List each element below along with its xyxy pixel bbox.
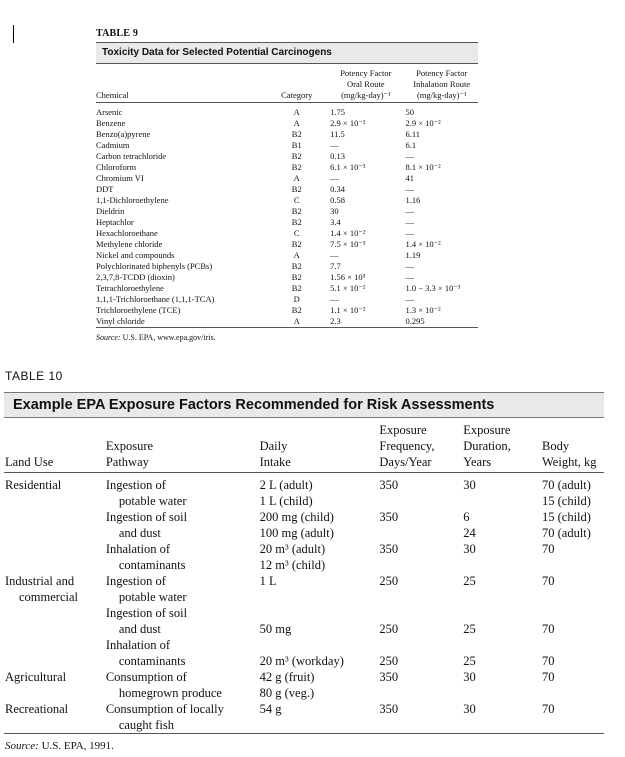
table-10-title: Example EPA Exposure Factors Recommended for Risk Assessments	[4, 392, 604, 418]
category-cell: A	[293, 118, 300, 128]
header-exposure-pathway	[106, 418, 260, 473]
category-cell: B1	[291, 140, 302, 150]
header-line: Intake	[259, 455, 291, 469]
cell-line: 350	[379, 510, 399, 524]
inhalation-potency-cell: 1.0 − 3.3 × 10⁻³	[405, 283, 461, 293]
table-row	[96, 250, 478, 261]
inhalation-potency-cell: 50	[405, 107, 414, 117]
table-row	[96, 151, 478, 162]
header-line: Body	[542, 439, 570, 453]
cell-line: and dust	[118, 526, 161, 540]
frequency-cell	[379, 605, 463, 637]
category-cell: A	[293, 173, 300, 183]
table-10-source	[5, 740, 114, 752]
weight-cell	[542, 541, 604, 573]
inhalation-potency-cell: —	[405, 228, 414, 238]
intake-cell	[260, 509, 380, 541]
land-use-cell	[4, 541, 106, 573]
oral-potency-cell: 1.56 × 10⁵	[330, 272, 366, 282]
oral-potency-cell: 1.75	[330, 107, 346, 117]
chemical-cell: Polychlorinated biphenyls (PCBs)	[96, 261, 213, 271]
table-row	[96, 239, 478, 250]
cell-line: contaminants	[118, 654, 186, 668]
header-exposure-duration	[463, 418, 542, 473]
cell-line: potable water	[118, 590, 187, 604]
cell-line: 25	[463, 622, 476, 636]
cell-line: Ingestion of soil	[105, 510, 188, 524]
cell-line: 80 g (veg.)	[259, 686, 315, 700]
intake-cell	[260, 541, 380, 573]
table-row	[96, 283, 478, 294]
header-land-use	[4, 418, 106, 473]
table-9-grid	[96, 64, 478, 328]
cell-line: Consumption of	[105, 670, 187, 684]
land-use-cell	[4, 605, 106, 637]
weight-cell	[542, 573, 604, 605]
inhalation-potency-cell: 1.4 × 10⁻²	[405, 239, 441, 249]
cell-line: Recreational	[5, 702, 69, 716]
frequency-cell	[379, 669, 463, 701]
header-oral-line: Oral Route	[347, 79, 385, 89]
pathway-cell	[106, 605, 260, 637]
cell-line: 70	[542, 542, 555, 556]
table-10-grid	[4, 418, 604, 734]
land-use-cell	[4, 669, 106, 701]
oral-potency-cell: —	[330, 294, 339, 304]
header-body-weight	[542, 418, 604, 473]
pathway-cell	[106, 637, 260, 669]
cell-line: 70	[542, 574, 555, 588]
source-text: U.S. EPA, 1991.	[38, 740, 114, 752]
weight-cell	[542, 509, 604, 541]
frequency-cell	[379, 573, 463, 605]
cell-line	[260, 605, 380, 621]
cell-line: Inhalation of	[105, 638, 171, 652]
table-row	[4, 637, 604, 669]
cell-line: Industrial and	[5, 574, 75, 588]
cell-line: Agricultural	[5, 670, 67, 684]
table-row	[4, 701, 604, 734]
oral-potency-cell: 7.5 × 10⁻³	[330, 239, 366, 249]
oral-potency-cell: —	[330, 250, 339, 260]
cell-line: 24	[463, 526, 476, 540]
category-cell: D	[293, 294, 300, 304]
cell-line	[260, 637, 380, 653]
header-daily-intake	[260, 418, 380, 473]
intake-cell	[260, 669, 380, 701]
table-9-source	[96, 333, 478, 342]
inhalation-potency-cell: 1.3 × 10⁻²	[405, 305, 441, 315]
table-row	[4, 509, 604, 541]
cell-line: 70 (adult)	[542, 478, 591, 492]
table-row	[96, 272, 478, 283]
table-10-label: TABLE 10	[5, 369, 63, 383]
cell-line: 200 mg (child)	[259, 510, 334, 524]
table-9	[96, 28, 478, 342]
oral-potency-cell: 5.1 × 10⁻²	[330, 283, 366, 293]
chemical-cell: Benzo(a)pyrene	[96, 129, 151, 139]
cell-line: 350	[379, 478, 399, 492]
intake-cell	[260, 573, 380, 605]
cell-line: 100 mg (adult)	[259, 526, 334, 540]
header-line: Duration,	[463, 439, 511, 453]
category-cell: B2	[291, 261, 302, 271]
weight-cell	[542, 605, 604, 637]
category-cell: B2	[291, 162, 302, 172]
oral-potency-cell: 7.7	[330, 261, 341, 271]
header-oral-line: (mg/kg-day)⁻¹	[341, 90, 391, 100]
header-line: Exposure	[463, 423, 511, 437]
table-row	[96, 305, 478, 316]
cell-line: Ingestion of	[105, 574, 166, 588]
cell-line: 350	[379, 670, 399, 684]
oral-potency-cell: 3.4	[330, 217, 341, 227]
cell-line: 70 (adult)	[542, 526, 591, 540]
pathway-cell	[106, 473, 260, 510]
cell-line: 70	[542, 654, 555, 668]
table-row	[96, 162, 478, 173]
cell-line: 30	[463, 670, 476, 684]
table-row	[96, 129, 478, 140]
table-row	[4, 573, 604, 605]
oral-potency-cell: 0.58	[330, 195, 346, 205]
table-row	[4, 669, 604, 701]
cell-line: and dust	[118, 622, 161, 636]
chemical-cell: Benzene	[96, 118, 126, 128]
chemical-cell: Hexachloroethane	[96, 228, 158, 238]
cell-line: homegrown produce	[118, 686, 222, 700]
header-exposure-frequency	[379, 418, 463, 473]
cell-line: 250	[379, 574, 399, 588]
cell-line	[542, 605, 604, 621]
source-text: U.S. EPA, www.epa.gov/iris.	[120, 333, 216, 342]
oral-potency-cell: 0.13	[330, 151, 346, 161]
text-cursor-marker	[13, 25, 14, 43]
weight-cell	[542, 637, 604, 669]
cell-line	[379, 605, 463, 621]
chemical-cell: Dieldrin	[96, 206, 125, 216]
cell-line: 250	[379, 622, 399, 636]
cell-line: 25	[463, 654, 476, 668]
cell-line: 15 (child)	[542, 494, 591, 508]
cell-line: 250	[379, 654, 399, 668]
chemical-cell: Trichloroethylene (TCE)	[96, 305, 181, 315]
table-row	[96, 316, 478, 328]
cell-line: 70	[542, 670, 555, 684]
cell-line: 30	[463, 542, 476, 556]
header-chemical: Chemical	[96, 90, 129, 100]
oral-potency-cell: 30	[330, 206, 339, 216]
header-oral-potency	[329, 64, 401, 103]
pathway-cell	[106, 573, 260, 605]
chemical-cell: Chromium VI	[96, 173, 144, 183]
inhalation-potency-cell: 8.1 × 10⁻²	[405, 162, 441, 172]
table-row	[4, 605, 604, 637]
table-9-label: TABLE 9	[96, 28, 139, 39]
inhalation-potency-cell: —	[405, 217, 414, 227]
inhalation-potency-cell: 41	[405, 173, 414, 183]
cell-line	[463, 637, 542, 653]
oral-potency-cell: 0.34	[330, 184, 346, 194]
header-line: Weight, kg	[542, 455, 597, 469]
land-use-cell	[4, 573, 106, 605]
oral-potency-cell: 1.4 × 10⁻²	[330, 228, 366, 238]
chemical-cell: Arsenic	[96, 107, 123, 117]
table-row	[4, 473, 604, 510]
duration-cell	[463, 701, 542, 734]
pathway-cell	[106, 509, 260, 541]
cell-line: 15 (child)	[542, 510, 591, 524]
oral-potency-cell: —	[330, 140, 339, 150]
cell-line: 2 L (adult)	[259, 478, 313, 492]
cell-line: Residential	[5, 478, 62, 492]
oral-potency-cell: 2.3	[330, 316, 341, 326]
header-line: Exposure	[379, 423, 427, 437]
land-use-cell	[4, 473, 106, 510]
inhalation-potency-cell: —	[405, 184, 414, 194]
category-cell: A	[293, 250, 300, 260]
frequency-cell	[379, 701, 463, 734]
header-line: Frequency,	[379, 439, 435, 453]
category-cell: C	[293, 195, 300, 205]
duration-cell	[463, 637, 542, 669]
frequency-cell	[379, 637, 463, 669]
inhalation-potency-cell: —	[405, 294, 414, 304]
table-10-header-row	[4, 418, 604, 473]
cell-line: commercial	[19, 590, 78, 604]
land-use-cell	[4, 637, 106, 669]
cell-line: Ingestion of	[105, 478, 166, 492]
table-row	[96, 184, 478, 195]
weight-cell	[542, 669, 604, 701]
cell-line: 20 m³ (adult)	[259, 542, 326, 556]
cell-line: 20 m³ (workday)	[259, 654, 344, 668]
duration-cell	[463, 669, 542, 701]
cell-line: Inhalation of	[105, 542, 171, 556]
pathway-cell	[106, 669, 260, 701]
duration-cell	[463, 509, 542, 541]
oral-potency-cell: 1.1 × 10⁻²	[330, 305, 366, 315]
chemical-cell: 1,1,1-Trichloroethane (1,1,1-TCA)	[96, 294, 215, 304]
cell-line: 350	[379, 542, 399, 556]
cell-line: caught fish	[118, 718, 175, 732]
pathway-cell	[106, 701, 260, 734]
duration-cell	[463, 473, 542, 510]
duration-cell	[463, 541, 542, 573]
land-use-cell	[4, 509, 106, 541]
header-line: Years	[463, 455, 492, 469]
cell-line	[463, 605, 542, 621]
chemical-cell: Heptachlor	[96, 217, 134, 227]
chemical-cell: Methylene chloride	[96, 239, 163, 249]
inhalation-potency-cell: 0.295	[405, 316, 425, 326]
chemical-cell: Carbon tetrachloride	[96, 151, 167, 161]
header-line: Exposure	[105, 439, 154, 453]
cell-line: 1 L (child)	[259, 494, 313, 508]
chemical-cell: Cadmium	[96, 140, 130, 150]
chemical-cell: Vinyl chloride	[96, 316, 145, 326]
header-inhalation-potency	[401, 64, 478, 103]
category-cell: B2	[291, 206, 302, 216]
cell-line: 50 mg	[259, 622, 292, 636]
cell-line: 12 m³ (child)	[259, 558, 326, 572]
duration-cell	[463, 605, 542, 637]
source-label: Source:	[96, 333, 121, 342]
cell-line: 54 g	[259, 702, 282, 716]
chemical-cell: Nickel and compounds	[96, 250, 175, 260]
oral-potency-cell: 11.5	[330, 129, 345, 139]
source-label: Source:	[5, 740, 39, 752]
cell-line	[379, 637, 463, 653]
category-cell: A	[293, 316, 300, 326]
cell-line: 30	[463, 702, 476, 716]
table-10	[4, 392, 604, 734]
intake-cell	[260, 637, 380, 669]
table-9-title: Toxicity Data for Selected Potential Carcinogens	[96, 42, 478, 64]
cell-line: 42 g (fruit)	[259, 670, 315, 684]
header-oral-line: Potency Factor	[340, 68, 392, 78]
intake-cell	[260, 605, 380, 637]
category-cell: B2	[291, 283, 302, 293]
chemical-cell: Chloroform	[96, 162, 137, 172]
header-inhalation-line: Potency Factor	[416, 68, 468, 78]
pathway-cell	[106, 541, 260, 573]
category-cell: B2	[291, 217, 302, 227]
header-line: Daily	[259, 439, 288, 453]
oral-potency-cell: —	[330, 173, 339, 183]
category-cell: B2	[291, 129, 302, 139]
chemical-cell: 1,1-Dichloroethylene	[96, 195, 169, 205]
inhalation-potency-cell: —	[405, 206, 414, 216]
frequency-cell	[379, 541, 463, 573]
cell-line: Ingestion of soil	[105, 606, 188, 620]
land-use-cell	[4, 701, 106, 734]
inhalation-potency-cell: —	[405, 261, 414, 271]
category-cell: B2	[291, 239, 302, 249]
cell-line: Consumption of locally	[105, 702, 224, 716]
frequency-cell	[379, 473, 463, 510]
inhalation-potency-cell: 1.19	[405, 250, 421, 260]
table-row	[96, 195, 478, 206]
category-cell: B2	[291, 305, 302, 315]
category-cell: B2	[291, 151, 302, 161]
frequency-cell	[379, 509, 463, 541]
cell-line: 350	[379, 702, 399, 716]
header-line: Days/Year	[379, 455, 432, 469]
oral-potency-cell: 6.1 × 10⁻³	[330, 162, 366, 172]
cell-line	[542, 637, 604, 653]
cell-line: contaminants	[118, 558, 186, 572]
inhalation-potency-cell: —	[405, 151, 414, 161]
header-inhalation-line: (mg/kg-day)⁻¹	[416, 90, 467, 100]
table-row	[96, 173, 478, 184]
category-cell: A	[293, 107, 300, 117]
table-row	[4, 541, 604, 573]
table-row	[96, 261, 478, 272]
duration-cell	[463, 573, 542, 605]
weight-cell	[542, 473, 604, 510]
chemical-cell: Tetrachloroethylene	[96, 283, 164, 293]
category-cell: B2	[291, 184, 302, 194]
intake-cell	[260, 701, 380, 734]
oral-potency-cell: 2.9 × 10⁻²	[330, 118, 366, 128]
header-inhalation-line: Inhalation Route	[413, 79, 471, 89]
intake-cell	[260, 473, 380, 510]
chemical-cell: DDT	[96, 184, 114, 194]
cell-line: 70	[542, 702, 555, 716]
table-9-header-row	[96, 64, 478, 103]
table-row	[96, 103, 478, 119]
table-row	[96, 294, 478, 305]
inhalation-potency-cell: 6.1	[405, 140, 417, 150]
table-9-body	[96, 103, 478, 328]
table-10-body	[4, 473, 604, 734]
weight-cell	[542, 701, 604, 734]
cell-line: 6	[463, 510, 470, 524]
cell-line: 1 L	[259, 574, 277, 588]
inhalation-potency-cell: 6.11	[405, 129, 421, 139]
cell-line: potable water	[118, 494, 187, 508]
header-line: Land Use	[5, 455, 54, 469]
cell-line: 70	[542, 622, 555, 636]
inhalation-potency-cell: 1.16	[405, 195, 421, 205]
chemical-cell: 2,3,7,8-TCDD (dioxin)	[96, 272, 175, 282]
inhalation-potency-cell: —	[405, 272, 414, 282]
header-line: Pathway	[105, 455, 149, 469]
table-row	[96, 217, 478, 228]
inhalation-potency-cell: 2.9 × 10⁻²	[405, 118, 441, 128]
category-cell: C	[293, 228, 300, 238]
header-category: Category	[281, 90, 313, 100]
cell-line: 25	[463, 574, 476, 588]
table-row	[96, 118, 478, 129]
table-row	[96, 206, 478, 217]
table-row	[96, 140, 478, 151]
table-row	[96, 228, 478, 239]
cell-line: 30	[463, 478, 476, 492]
category-cell: B2	[291, 272, 302, 282]
